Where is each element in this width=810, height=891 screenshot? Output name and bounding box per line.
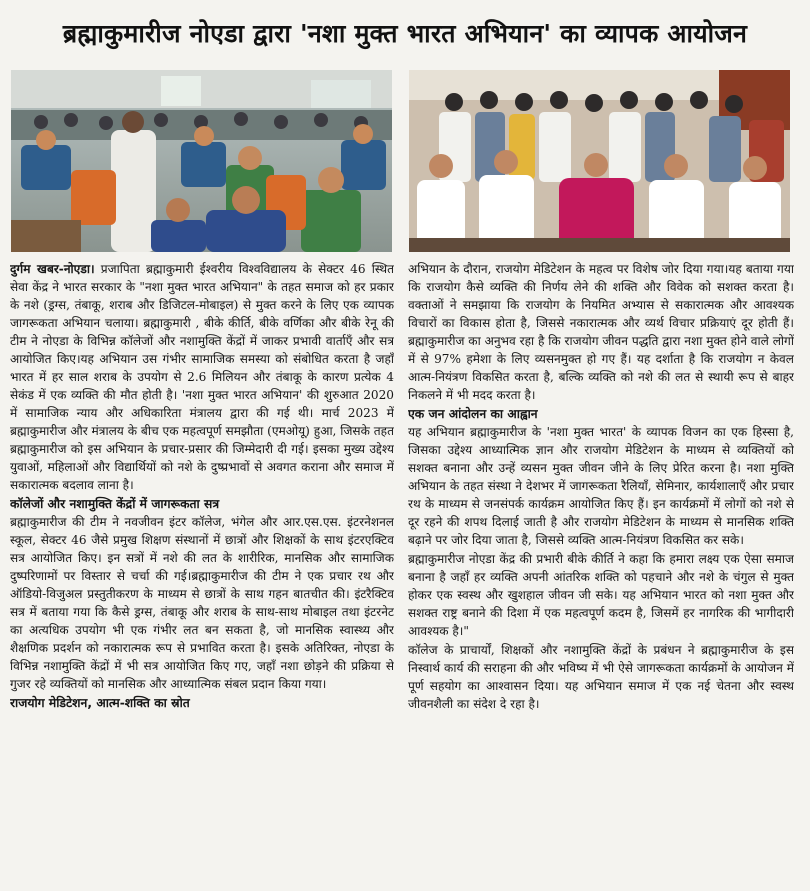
group-photo xyxy=(409,70,790,252)
article-paragraph: यह अभियान ब्रह्माकुमारीज के 'नशा मुक्त भारत' के व्यापक विजन का एक हिस्सा है, जिसका उद्देश्य आध्यात्मिक ज्ञान और राजयोग मेडिटेशन के माध्यम से व्यक्तियों को सशक्त बनाना और उन्हें व्यसन मुक्त जीवन जीने के लिए प्रेरित करना है। नशा मुक्ति अभियान के तहत संस्था ने देशभर में जागरूकता रैलियाँ, सेमिनार, कार्यशालाएँ और प्रचार रथ के माध्यम से जनसंपर्क कार्यक्रम आयोजित किए हैं। इन कार्यक्रमों में लोगों को नशे से दूर रहने की शपथ दिलाई जाती है और राजयोग मेडिटेशन के माध्यम से मानसिक शक्ति बढ़ाने पर जोर दिया जाता है, जिससे व्यक्ति आत्म-नियंत्रण विकसित कर सके। xyxy=(408,425,794,547)
article-paragraph: अभियान के दौरान, राजयोग मेडिटेशन के महत्व पर विशेष जोर दिया गया।यह बताया गया कि राजयोग कैसे व्यक्ति की निर्णय लेने की शक्ति और विवेक को सशक्त करता है। वक्ताओं ने समझाया कि राजयोग के नियमित अभ्यास से सकारात्मक और आवश्यक विचारों का विकास होता है, जिससे नकारात्मक और व्यर्थ विचार प्रक्रियाएं दूर होती हैं। ब्रह्माकुमारीज का अनुभव रहा है कि राजयोग जीवन पद्धति द्वारा नशा मुक्त होने वाले लोगों में से 97% हमेशा के लिए व्यसनमुक्त हो गए हैं। यह दर्शाता है कि राजयोग न केवल आत्म-नियंत्रण विकसित करता है, बल्कि व्यक्ति को नशे की लत से स्थायी रूप से बाहर निकलने में भी मदद करता है। xyxy=(408,262,794,402)
section-heading: एक जन आंदोलन का आह्वान xyxy=(408,407,538,421)
article-paragraph: ब्रह्माकुमारीज की टीम ने नवजीवन इंटर कॉलेज, भंगेल और आर.एस.एस. इंटरनेशनल स्कूल, सेक्टर 46 जैसे प्रमुख शिक्षण संस्थानों में छात्रों और शिक्षकों के साथ इंटरएक्टिव सत्र आयोजित किए। इन सत्रों में नशे की लत के शारीरिक, मानसिक और सामाजिक दुष्परिणामों पर विस्तार से चर्चा की गई।ब्रह्माकुमारीज की टीम ने एक प्रचार रथ और ऑडियो-विजुअल प्रस्तुतीकरण के माध्यम से छात्रों के साथ गहन बातचीत की। इंटरैक्टिव सत्र में बताया गया कि कैसे ड्रग्स, तंबाकू और शराब के साथ-साथ मोबाइल तथा इंटरनेट का अत्यधिक उपयोग भी एक गंभीर लत बन सकता है, जो मानसिक स्वास्थ्य और शैक्षणिक प्रदर्शन को नकारात्मक रूप से प्रभावित करता है। इसके अतिरिक्त, नोएडा के विभिन्न नशामुक्ति केंद्रों में भी सत्र आयोजित किए गए, जहाँ नशा छोड़ने की प्रक्रिया से गुजर रहे व्यक्तियों को मानसिक और आध्यात्मिक संबल प्रदान किया गया। xyxy=(10,515,394,691)
article-column-right xyxy=(408,260,794,882)
article-text: प्रजापिता ब्रह्माकुमारी ईश्वरीय विश्वविद्यालय के सेक्टर 46 स्थित सेवा केंद्र ने भारत सरकार के "नशा मुक्त भारत अभियान" के तहत समाज को हर प्रकार के नशे (ड्रग्स, तंबाकू, शराब और डिजिटल-मोबाइल) से मुक्त करने के लिए एक व्यापक जागरूकता अभियान चलाया। ब्रह्माकुमारी , बीके कीर्ति, बीके वर्णिका और बीके रेनू की टीम ने नोएडा के विभिन्न कॉलेजों और नशामुक्ति केंद्रों में जाकर प्रभावी वार्ताएँ और सत्र आयोजित किए।यह अभियान उस गंभीर सामाजिक समस्या को संबोधित करता है जहाँ भारत में हर साल शराब के उपयोग से 2.6 मिलियन और तंबाकू के कारण प्रत्येक 4 सेकंड में एक व्यक्ति की मौत होती है। 'नशा मुक्त भारत अभियान' की शुरुआत 2020 में सामाजिक न्याय और अधिकारिता मंत्रालय द्वारा की गई थी। मार्च 2023 में ब्रह्माकुमारीज और मंत्रालय के बीच एक महत्वपूर्ण समझौता (एमओयू) हुआ, जिसके तहत ब्रह्माकुमारीज को इस अभियान के प्रचार-प्रसार की जिम्मेदारी दी गई। इसका मुख्य उद्देश्य युवाओं, महिलाओं और विद्यार्थियों को नशे के दुष्प्रभावों से अवगत कराना और समाज में सकारात्मक बदलाव लाना है। xyxy=(10,262,394,492)
classroom-audience-photo xyxy=(11,70,392,252)
article-paragraph xyxy=(10,260,394,494)
article-paragraph: ब्रह्माकुमारीज नोएडा केंद्र की प्रभारी बीके कीर्ति ने कहा कि हमारा लक्ष्य एक ऐसा समाज बनाना है जहाँ हर व्यक्ति अपनी आंतरिक शक्ति को पहचाने और नशे के चंगुल से मुक्त होकर एक स्वस्थ और खुशहाल जीवन जी सके। यह अभियान भारत को नशा मुक्त और सशक्त राष्ट्र बनाने की दिशा में एक महत्वपूर्ण कदम है, जिसमें हर नागरिक की भागीदारी आवश्यक है।" xyxy=(408,552,794,638)
dateline: दुर्गम खबर-नोएडा। xyxy=(10,262,95,276)
classroom-audience-icon xyxy=(11,70,392,252)
article-column-left xyxy=(10,260,394,882)
group-photo-icon xyxy=(409,70,790,252)
section-heading: राजयोग मेडिटेशन, आत्म-शक्ति का स्रोत xyxy=(10,696,190,710)
headline: ब्रह्माकुमारीज नोएडा द्वारा 'नशा मुक्त भारत अभियान' का व्यापक आयोजन xyxy=(62,19,748,48)
section-heading: कॉलेजों और नशामुक्ति केंद्रों में जागरूकता सत्र xyxy=(10,497,220,511)
article-paragraph: कॉलेज के प्राचार्यों, शिक्षकों और नशामुक्ति केंद्रों के प्रबंधन ने ब्रह्माकुमारीज के इस निस्वार्थ कार्य की सराहना की और भविष्य में भी ऐसे जागरूकता कार्यक्रमों के आयोजन में पूर्ण सहयोग का आश्वासन दिया। यह अभियान समाज में एक नई चेतना और स्वस्थ जीवनशैली का संदेश दे रहा है। xyxy=(408,643,794,711)
